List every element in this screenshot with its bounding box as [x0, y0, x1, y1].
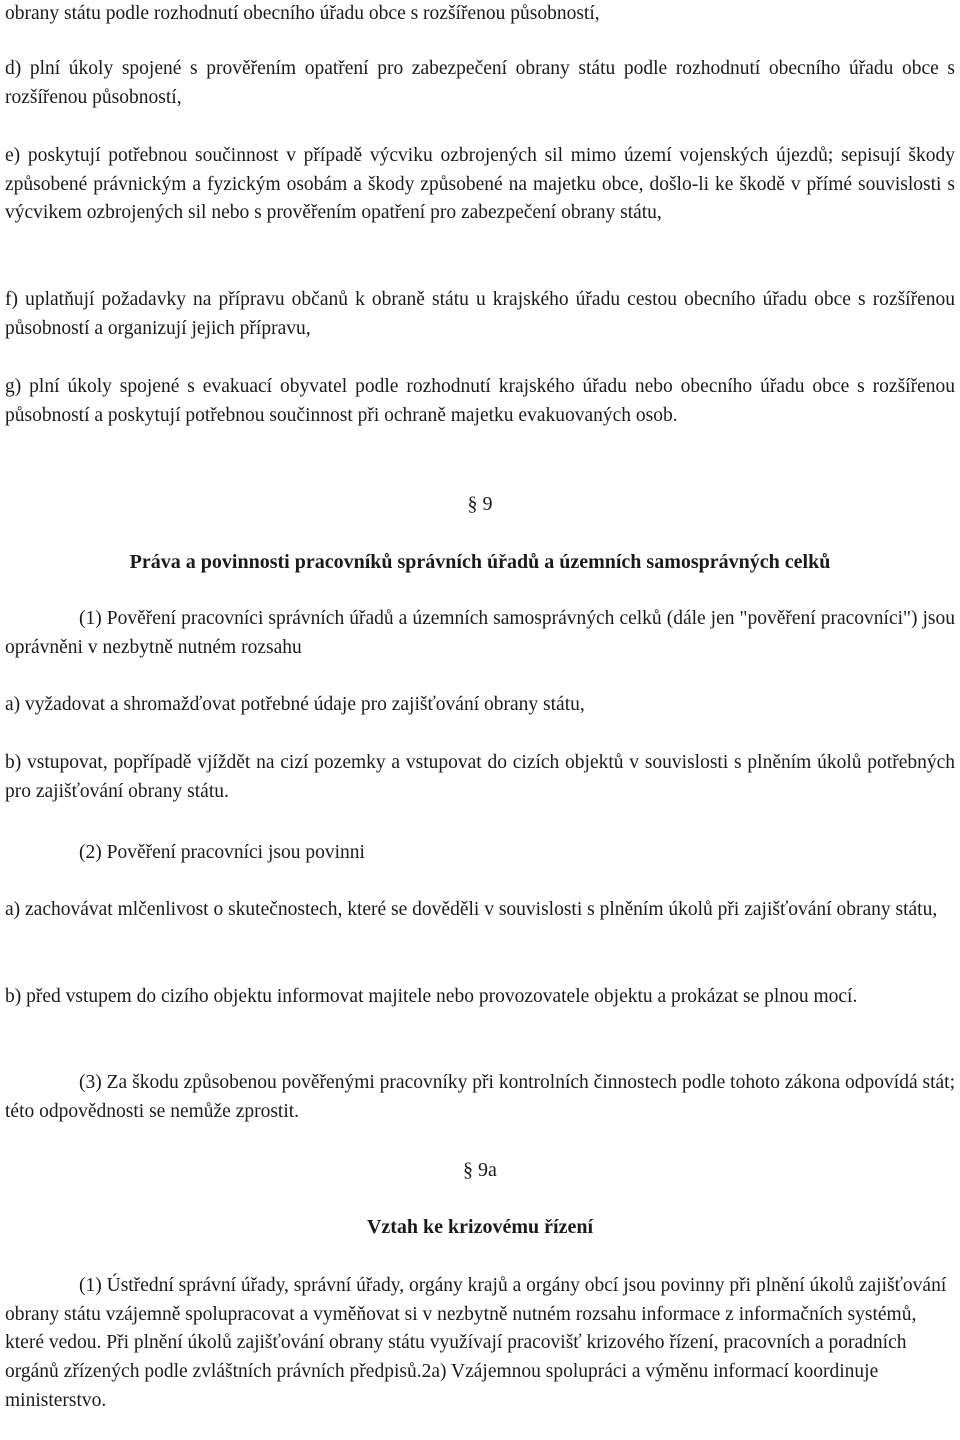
- section-9a-title: Vztah ke krizovému řízení: [366, 1216, 594, 1238]
- section-9a-mark: § 9a: [463, 1159, 497, 1181]
- section-9-item-2a: a) zachovávat mlčenlivost o skutečnostech, které se dověděli v souvislosti s plněním úkolů při zajišťování obrany státu,: [5, 899, 938, 920]
- section-9-title: Práva a povinnosti pracovníků správních úřadů a územních samosprávných celků: [129, 551, 831, 573]
- paragraph-g: g) plní úkoly spojené s evakuací obyvatel podle rozhodnutí krajského úřadu nebo obecního úřadu obce s rozšířenou působností a poskytují potřebnou součinnost při ochraně majetku evakuovaných osob.: [5, 376, 955, 426]
- section-9-paragraph-3: (3) Za škodu způsobenou pověřenými pracovníky při kontrolních činnostech podle tohoto zákona odpovídá stát; této odpovědnosti se nemůže zprostit.: [5, 1072, 955, 1122]
- section-9-item-2b: b) před vstupem do cizího objektu informovat majitele nebo provozovatele objektu a prokázat se plnou mocí.: [5, 986, 858, 1007]
- section-9-item-1b: b) vstupovat, popřípadě vjíždět na cizí pozemky a vstupovat do cizích objektů v souvislosti s plněním úkolů potřebných pro zajišťování obrany státu.: [5, 752, 955, 802]
- paragraph-f: f) uplatňují požadavky na přípravu občanů k obraně státu u krajského úřadu cestou obecního úřadu obce s rozšířenou působností a organizují jejich přípravu,: [5, 289, 955, 339]
- section-9-paragraph-2: (2) Pověření pracovníci jsou povinni: [79, 842, 365, 863]
- paragraph-d: d) plní úkoly spojené s prověřením opatření pro zabezpečení obrany státu podle rozhodnutí obecního úřadu obce s rozšířenou působností,: [5, 58, 955, 108]
- section-9-item-1a: a) vyžadovat a shromažďovat potřebné údaje pro zajišťování obrany státu,: [5, 694, 585, 715]
- paragraph-e: e) poskytují potřebnou součinnost v případě výcviku ozbrojených sil mimo území vojenských újezdů; sepisují škody způsobené právnickým a fyzickým osobám a škody způsobené na majetku obce, došlo-li ke škodě v přímé souvislosti s výcvikem ozbrojených sil nebo s prověřením opatření pro zabezpečení obrany státu,: [5, 145, 955, 224]
- section-9-mark: § 9: [467, 493, 493, 515]
- section-9a-paragraph-1: (1) Ústřední správní úřady, správní úřady, orgány krajů a orgány obcí jsou povinny při plnění úkolů zajišťování obrany státu vzájemně spolupracovat a vyměňovat si v nezbytně nutném rozsahu informace z informačních systémů, které vedou. Při plnění úkolů zajišťování obrany státu využívají pracovišť krizového řízení, pracovních a poradních orgánů zřízených podle zvláštních právních předpisů.2a) Vzájemnou spolupráci a výměnu informací koordinuje ministerstvo.: [5, 1275, 947, 1411]
- section-9-paragraph-1: (1) Pověření pracovníci správních úřadů a územních samosprávných celků (dále jen "pověření pracovníci") jsou oprávněni v nezbytně nutném rozsahu: [5, 608, 955, 658]
- paragraph-c-continuation: obrany státu podle rozhodnutí obecního úřadu obce s rozšířenou působností,: [5, 3, 600, 24]
